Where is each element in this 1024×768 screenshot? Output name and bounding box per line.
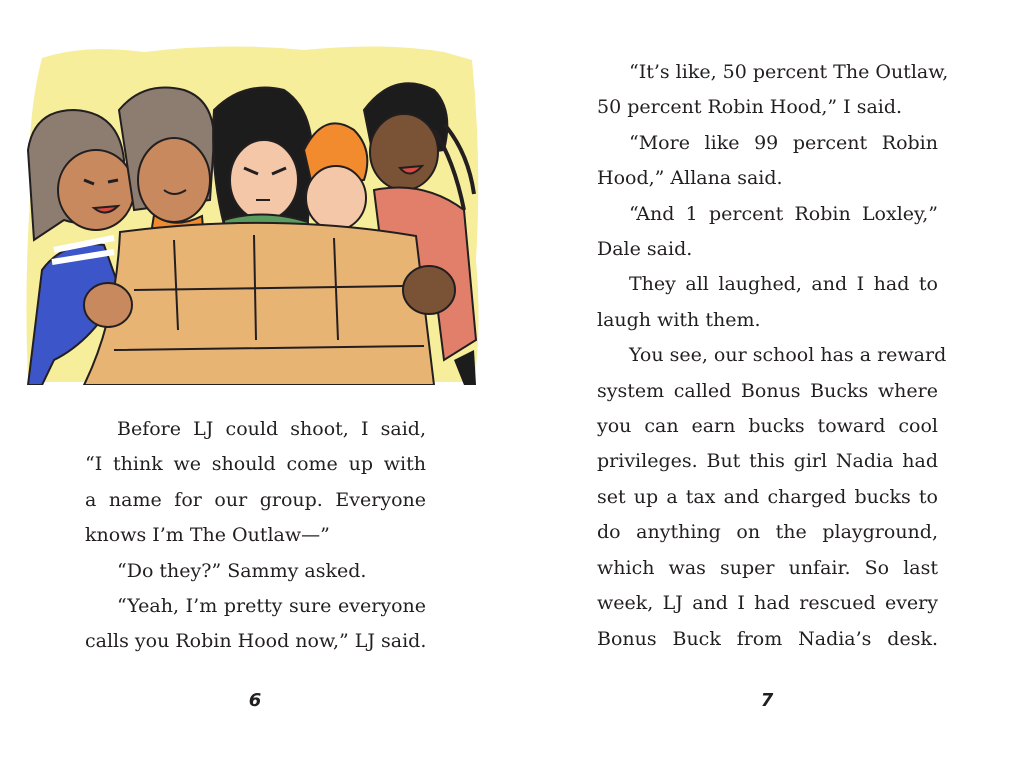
right-page-text: [597, 55, 949, 657]
text-line: a name for our group. Everyone: [85, 488, 426, 511]
text-line: privileges. But this girl Nadia had: [597, 450, 938, 473]
five-kids-holding-map-illustration: [24, 40, 484, 385]
page-number-right: 7: [760, 690, 774, 711]
text-line: “It’s like, 50 percent The Outlaw,: [629, 61, 949, 83]
text-line: set up a tax and charged bucks to: [597, 485, 938, 508]
text-line: calls you Robin Hood now,” LJ said.: [85, 630, 427, 653]
text-line: Before LJ could shoot, I said,: [117, 418, 426, 440]
text-line: “More like 99 percent Robin: [629, 131, 938, 154]
text-line: “Do they?” Sammy asked.: [117, 559, 367, 582]
text-line: week, LJ and I had rescued every: [597, 592, 938, 615]
text-line: Dale said.: [597, 238, 693, 261]
text-line: knows I’m The Outlaw—”: [85, 524, 330, 547]
left-page-text: [85, 412, 426, 660]
text-line: laugh with them.: [597, 308, 761, 331]
text-line: “Yeah, I’m pretty sure everyone: [117, 595, 426, 618]
text-line: They all laughed, and I had to: [629, 273, 938, 296]
text-line: “I think we should come up with: [85, 453, 426, 476]
right-page: [512, 0, 1024, 768]
text-line: Bonus Buck from Nadia’s desk.: [597, 627, 938, 650]
text-line: 50 percent Robin Hood,” I said.: [597, 96, 903, 119]
text-line: system called Bonus Bucks where: [597, 379, 938, 402]
text-line: You see, our school has a reward: [629, 344, 947, 367]
page-number-left: 6: [248, 690, 262, 711]
text-line: “And 1 percent Robin Loxley,”: [629, 202, 938, 225]
map-sheet: [84, 223, 455, 385]
text-line: you can earn bucks toward cool: [597, 415, 938, 438]
text-line: which was super unfair. So last: [597, 556, 938, 579]
text-line: Hood,” Allana said.: [597, 167, 783, 190]
text-line: do anything on the playground,: [597, 521, 938, 544]
